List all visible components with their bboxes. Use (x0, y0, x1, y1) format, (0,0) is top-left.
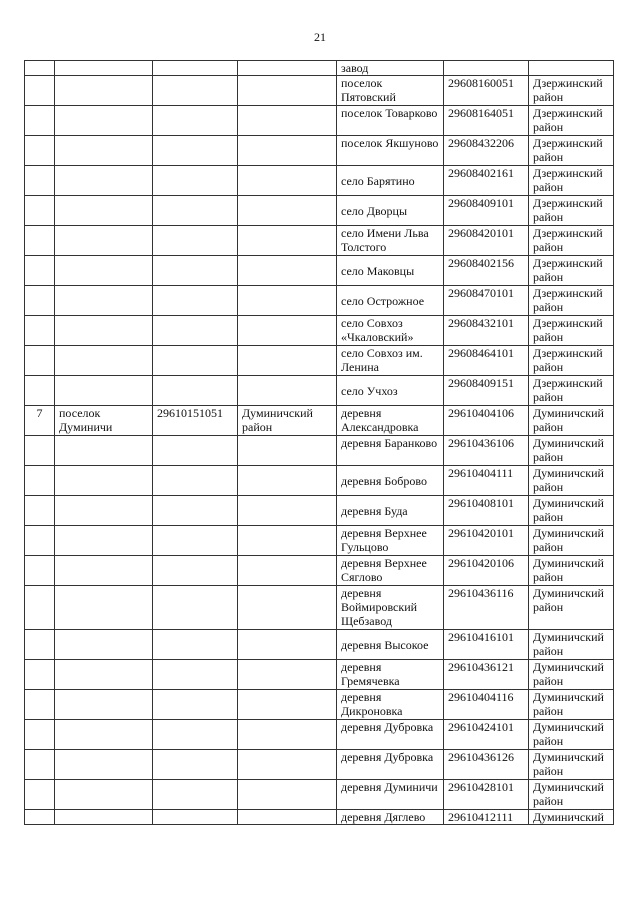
row-number-cell (25, 76, 55, 106)
center-region-cell (238, 316, 337, 346)
table-row (25, 780, 614, 810)
table-row (25, 586, 614, 630)
center-code-cell (153, 166, 238, 196)
settlement-name-cell: село Совхоз им. Ленина (337, 346, 444, 376)
center-code-cell (153, 750, 238, 780)
settlement-code-cell: 29610428101 (444, 780, 529, 810)
settlement-region-cell: Думиничский район (529, 526, 614, 556)
center-region-cell (238, 526, 337, 556)
settlement-name-cell: село Совхоз «Чкаловский» (337, 316, 444, 346)
row-number-cell (25, 196, 55, 226)
center-name-cell (55, 196, 153, 226)
settlement-region-cell: Думиничский (529, 810, 614, 825)
center-region-cell (238, 76, 337, 106)
center-name-cell (55, 586, 153, 630)
row-number-cell (25, 436, 55, 466)
table-row (25, 376, 614, 406)
settlement-region-cell: Дзержинский район (529, 196, 614, 226)
center-name-cell (55, 466, 153, 496)
settlement-code-cell: 29610404106 (444, 406, 529, 436)
settlement-name-cell: деревня Александровка (337, 406, 444, 436)
settlement-region-cell: Думиничский район (529, 630, 614, 660)
table-row (25, 226, 614, 256)
settlement-region-cell: Думиничский район (529, 586, 614, 630)
center-region-cell (238, 660, 337, 690)
center-name-cell (55, 556, 153, 586)
settlement-region-cell: Дзержинский район (529, 316, 614, 346)
table-row (25, 556, 614, 586)
settlement-name-cell: деревня Боброво (337, 466, 444, 496)
settlement-code-cell: 29610436116 (444, 586, 529, 630)
row-number-cell (25, 526, 55, 556)
center-name-cell (55, 526, 153, 556)
settlement-name-cell: село Учхоз (337, 376, 444, 406)
settlement-code-cell: 29608470101 (444, 286, 529, 316)
table-row (25, 196, 614, 226)
center-name-cell (55, 496, 153, 526)
settlement-region-cell: Думиничский район (529, 780, 614, 810)
settlement-region-cell: Дзержинский район (529, 286, 614, 316)
center-region-cell (238, 136, 337, 166)
settlement-name-cell: деревня Дикроновка (337, 690, 444, 720)
table-row (25, 286, 614, 316)
center-name-cell (55, 376, 153, 406)
center-name-cell (55, 166, 153, 196)
settlement-name-cell: село Дворцы (337, 196, 444, 226)
row-number-cell (25, 316, 55, 346)
center-region-cell (238, 556, 337, 586)
table-row (25, 166, 614, 196)
settlement-name-cell: завод (337, 61, 444, 76)
settlement-code-cell: 29608164051 (444, 106, 529, 136)
settlement-name-cell: деревня Баранково (337, 436, 444, 466)
center-region-cell (238, 61, 337, 76)
table-row (25, 690, 614, 720)
center-code-cell (153, 810, 238, 825)
row-number-cell (25, 106, 55, 136)
center-region-cell (238, 466, 337, 496)
center-code-cell (153, 106, 238, 136)
settlement-code-cell: 29610416101 (444, 630, 529, 660)
settlement-region-cell: Думиничский район (529, 496, 614, 526)
settlement-code-cell: 29610436126 (444, 750, 529, 780)
settlement-name-cell: село Маковцы (337, 256, 444, 286)
settlement-code-cell: 29610404111 (444, 466, 529, 496)
settlement-region-cell: Думиничский район (529, 556, 614, 586)
center-code-cell (153, 376, 238, 406)
center-name-cell (55, 720, 153, 750)
center-code-cell (153, 556, 238, 586)
row-number-cell (25, 136, 55, 166)
settlements-table (24, 60, 614, 825)
row-number-cell (25, 780, 55, 810)
row-number-cell: 7 (25, 406, 55, 436)
center-region-cell (238, 256, 337, 286)
row-number-cell (25, 630, 55, 660)
settlement-code-cell: 29608160051 (444, 76, 529, 106)
settlement-region-cell: Дзержинский район (529, 166, 614, 196)
settlement-name-cell: поселок Якшуново (337, 136, 444, 166)
settlement-region-cell: Дзержинский район (529, 106, 614, 136)
center-region-cell (238, 346, 337, 376)
settlement-code-cell: 29610408101 (444, 496, 529, 526)
table-row (25, 76, 614, 106)
settlement-code-cell: 29610412111 (444, 810, 529, 825)
table-row (25, 720, 614, 750)
settlement-code-cell: 29608432206 (444, 136, 529, 166)
row-number-cell (25, 586, 55, 630)
settlement-name-cell: деревня Воймировский Щебзавод (337, 586, 444, 630)
settlement-code-cell: 29610420106 (444, 556, 529, 586)
center-region-cell (238, 496, 337, 526)
settlement-region-cell: Думиничский район (529, 660, 614, 690)
center-region-cell (238, 720, 337, 750)
center-name-cell (55, 750, 153, 780)
table-row (25, 526, 614, 556)
settlement-name-cell: деревня Верхнее Сяглово (337, 556, 444, 586)
row-number-cell (25, 720, 55, 750)
center-name-cell (55, 226, 153, 256)
center-code-cell (153, 690, 238, 720)
table-row (25, 660, 614, 690)
row-number-cell (25, 346, 55, 376)
settlement-name-cell: деревня Дубровка (337, 720, 444, 750)
center-region-cell (238, 286, 337, 316)
settlement-name-cell: деревня Буда (337, 496, 444, 526)
settlement-code-cell (444, 61, 529, 76)
settlement-name-cell: деревня Дубровка (337, 750, 444, 780)
settlement-region-cell: Думиничский район (529, 466, 614, 496)
center-code-cell (153, 630, 238, 660)
settlement-name-cell: село Барятино (337, 166, 444, 196)
row-number-cell (25, 810, 55, 825)
center-name-cell (55, 256, 153, 286)
settlement-region-cell: Дзержинский район (529, 256, 614, 286)
center-code-cell: 29610151051 (153, 406, 238, 436)
center-region-cell (238, 630, 337, 660)
center-region-cell (238, 690, 337, 720)
settlement-code-cell: 29608409151 (444, 376, 529, 406)
row-number-cell (25, 750, 55, 780)
settlement-name-cell: село Острожное (337, 286, 444, 316)
table-row (25, 136, 614, 166)
settlement-region-cell: Думиничский район (529, 750, 614, 780)
center-name-cell (55, 780, 153, 810)
center-name-cell: поселок Думиничи (55, 406, 153, 436)
center-name-cell (55, 136, 153, 166)
center-code-cell (153, 346, 238, 376)
settlement-region-cell: Дзержинский район (529, 136, 614, 166)
center-code-cell (153, 586, 238, 630)
table-row (25, 436, 614, 466)
settlement-code-cell: 29608409101 (444, 196, 529, 226)
center-code-cell (153, 196, 238, 226)
center-code-cell (153, 780, 238, 810)
row-number-cell (25, 256, 55, 286)
row-number-cell (25, 556, 55, 586)
center-name-cell (55, 286, 153, 316)
center-name-cell (55, 61, 153, 76)
center-name-cell (55, 76, 153, 106)
table-row (25, 256, 614, 286)
center-name-cell (55, 810, 153, 825)
row-number-cell (25, 61, 55, 76)
center-name-cell (55, 436, 153, 466)
center-region-cell (238, 436, 337, 466)
center-code-cell (153, 466, 238, 496)
settlement-region-cell: Думиничский район (529, 720, 614, 750)
row-number-cell (25, 466, 55, 496)
row-number-cell (25, 226, 55, 256)
center-region-cell (238, 106, 337, 136)
settlement-region-cell: Дзержинский район (529, 76, 614, 106)
settlement-code-cell: 29610436106 (444, 436, 529, 466)
table-row (25, 810, 614, 825)
center-name-cell (55, 660, 153, 690)
center-region-cell (238, 810, 337, 825)
center-code-cell (153, 256, 238, 286)
settlement-name-cell: село Имени Льва Толстого (337, 226, 444, 256)
table-row (25, 466, 614, 496)
settlement-code-cell: 29610420101 (444, 526, 529, 556)
center-region-cell (238, 196, 337, 226)
settlement-name-cell: поселок Товарково (337, 106, 444, 136)
row-number-cell (25, 286, 55, 316)
settlement-name-cell: деревня Думиничи (337, 780, 444, 810)
center-code-cell (153, 496, 238, 526)
settlement-code-cell: 29610424101 (444, 720, 529, 750)
center-region-cell (238, 376, 337, 406)
row-number-cell (25, 376, 55, 406)
row-number-cell (25, 166, 55, 196)
center-code-cell (153, 136, 238, 166)
center-name-cell (55, 316, 153, 346)
table-row (25, 750, 614, 780)
table-row (25, 630, 614, 660)
settlement-region-cell (529, 61, 614, 76)
settlement-code-cell: 29608464101 (444, 346, 529, 376)
settlement-name-cell: деревня Высокое (337, 630, 444, 660)
settlement-name-cell: деревня Дяглево (337, 810, 444, 825)
center-region-cell: Думиничский район (238, 406, 337, 436)
center-name-cell (55, 630, 153, 660)
settlement-region-cell: Думиничский район (529, 406, 614, 436)
page-number: 21 (314, 30, 326, 44)
settlement-code-cell: 29608432101 (444, 316, 529, 346)
row-number-cell (25, 660, 55, 690)
center-name-cell (55, 690, 153, 720)
table-row (25, 316, 614, 346)
settlement-name-cell: поселок Пятовский (337, 76, 444, 106)
settlement-name-cell: деревня Гремячевка (337, 660, 444, 690)
center-code-cell (153, 720, 238, 750)
center-code-cell (153, 76, 238, 106)
center-region-cell (238, 226, 337, 256)
center-name-cell (55, 346, 153, 376)
settlement-code-cell: 29608420101 (444, 226, 529, 256)
center-code-cell (153, 316, 238, 346)
settlement-code-cell: 29608402156 (444, 256, 529, 286)
center-code-cell (153, 660, 238, 690)
table-row (25, 406, 614, 436)
settlement-code-cell: 29610404116 (444, 690, 529, 720)
center-region-cell (238, 586, 337, 630)
table-row (25, 61, 614, 76)
settlement-region-cell: Дзержинский район (529, 346, 614, 376)
settlement-region-cell: Думиничский район (529, 436, 614, 466)
center-region-cell (238, 780, 337, 810)
settlement-code-cell: 29608402161 (444, 166, 529, 196)
row-number-cell (25, 496, 55, 526)
settlement-region-cell: Дзержинский район (529, 226, 614, 256)
settlement-name-cell: деревня Верхнее Гульцово (337, 526, 444, 556)
table-row (25, 106, 614, 136)
row-number-cell (25, 690, 55, 720)
center-name-cell (55, 106, 153, 136)
settlement-region-cell: Дзержинский район (529, 376, 614, 406)
center-code-cell (153, 61, 238, 76)
center-code-cell (153, 226, 238, 256)
center-region-cell (238, 750, 337, 780)
table-row (25, 346, 614, 376)
table-row (25, 496, 614, 526)
center-code-cell (153, 436, 238, 466)
center-code-cell (153, 526, 238, 556)
center-region-cell (238, 166, 337, 196)
settlement-code-cell: 29610436121 (444, 660, 529, 690)
center-code-cell (153, 286, 238, 316)
settlement-region-cell: Думиничский район (529, 690, 614, 720)
